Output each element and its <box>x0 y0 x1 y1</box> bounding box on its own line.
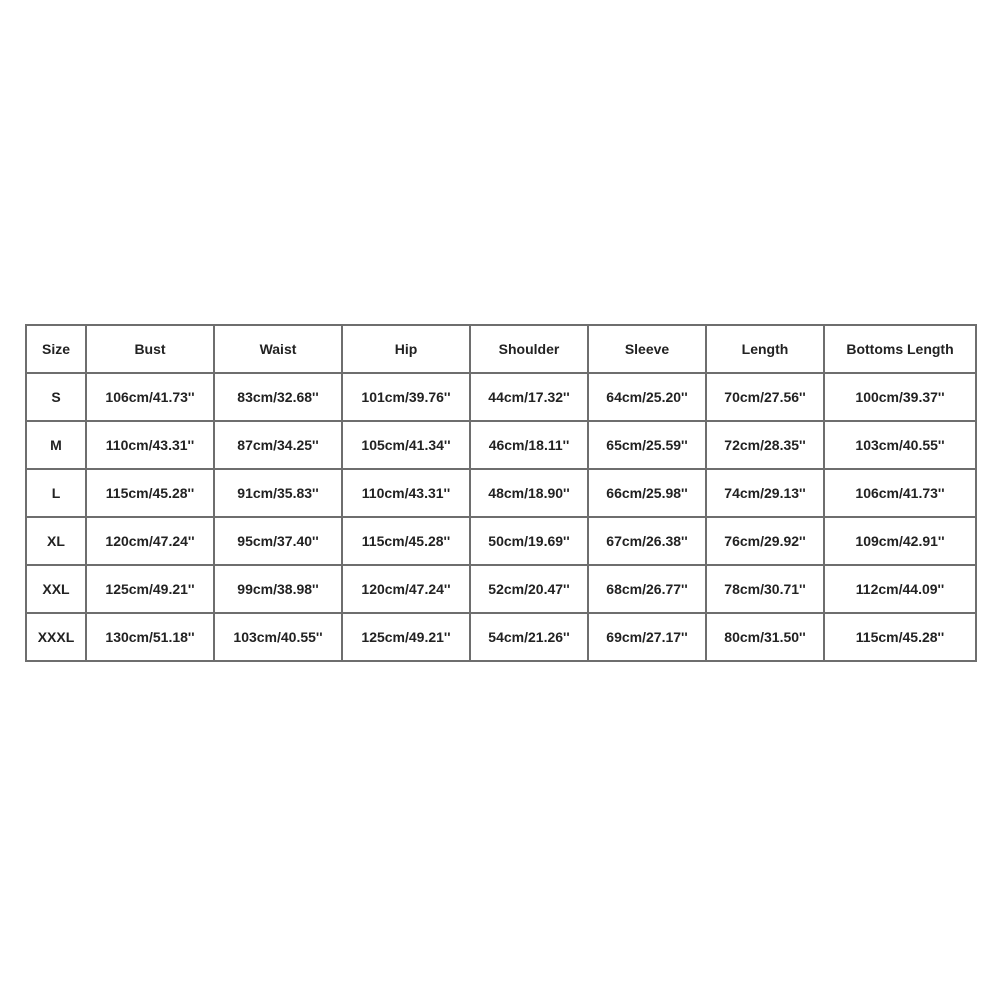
sleeve-cell: 65cm/25.59'' <box>588 421 706 469</box>
length-cell: 72cm/28.35'' <box>706 421 824 469</box>
table-row <box>26 613 976 661</box>
sleeve-cell: 66cm/25.98'' <box>588 469 706 517</box>
hip-cell: 125cm/49.21'' <box>342 613 470 661</box>
hip-cell: 120cm/47.24'' <box>342 565 470 613</box>
header-shoulder: Shoulder <box>470 325 588 373</box>
header-hip: Hip <box>342 325 470 373</box>
bottoms-length-cell: 106cm/41.73'' <box>824 469 976 517</box>
bust-cell: 130cm/51.18'' <box>86 613 214 661</box>
length-cell: 76cm/29.92'' <box>706 517 824 565</box>
bottoms-length-cell: 109cm/42.91'' <box>824 517 976 565</box>
table-row <box>26 421 976 469</box>
table-row <box>26 565 976 613</box>
length-cell: 78cm/30.71'' <box>706 565 824 613</box>
bust-cell: 120cm/47.24'' <box>86 517 214 565</box>
header-bottoms-length: Bottoms Length <box>824 325 976 373</box>
header-row <box>26 325 976 373</box>
bottoms-length-cell: 115cm/45.28'' <box>824 613 976 661</box>
size-cell: S <box>26 373 86 421</box>
bottoms-length-cell: 112cm/44.09'' <box>824 565 976 613</box>
waist-cell: 95cm/37.40'' <box>214 517 342 565</box>
header-sleeve: Sleeve <box>588 325 706 373</box>
bust-cell: 125cm/49.21'' <box>86 565 214 613</box>
length-cell: 80cm/31.50'' <box>706 613 824 661</box>
sleeve-cell: 68cm/26.77'' <box>588 565 706 613</box>
size-cell: M <box>26 421 86 469</box>
bust-cell: 115cm/45.28'' <box>86 469 214 517</box>
header-size: Size <box>26 325 86 373</box>
table-row <box>26 373 976 421</box>
waist-cell: 99cm/38.98'' <box>214 565 342 613</box>
shoulder-cell: 50cm/19.69'' <box>470 517 588 565</box>
hip-cell: 115cm/45.28'' <box>342 517 470 565</box>
size-chart-table <box>25 324 977 662</box>
hip-cell: 105cm/41.34'' <box>342 421 470 469</box>
sleeve-cell: 67cm/26.38'' <box>588 517 706 565</box>
size-cell: XXL <box>26 565 86 613</box>
table-row <box>26 517 976 565</box>
shoulder-cell: 52cm/20.47'' <box>470 565 588 613</box>
hip-cell: 101cm/39.76'' <box>342 373 470 421</box>
size-cell: XXXL <box>26 613 86 661</box>
size-cell: L <box>26 469 86 517</box>
bust-cell: 110cm/43.31'' <box>86 421 214 469</box>
length-cell: 74cm/29.13'' <box>706 469 824 517</box>
shoulder-cell: 48cm/18.90'' <box>470 469 588 517</box>
waist-cell: 91cm/35.83'' <box>214 469 342 517</box>
bottoms-length-cell: 100cm/39.37'' <box>824 373 976 421</box>
header-bust: Bust <box>86 325 214 373</box>
hip-cell: 110cm/43.31'' <box>342 469 470 517</box>
sleeve-cell: 64cm/25.20'' <box>588 373 706 421</box>
bust-cell: 106cm/41.73'' <box>86 373 214 421</box>
header-length: Length <box>706 325 824 373</box>
waist-cell: 83cm/32.68'' <box>214 373 342 421</box>
shoulder-cell: 44cm/17.32'' <box>470 373 588 421</box>
size-cell: XL <box>26 517 86 565</box>
table-row <box>26 469 976 517</box>
waist-cell: 103cm/40.55'' <box>214 613 342 661</box>
length-cell: 70cm/27.56'' <box>706 373 824 421</box>
shoulder-cell: 46cm/18.11'' <box>470 421 588 469</box>
bottoms-length-cell: 103cm/40.55'' <box>824 421 976 469</box>
waist-cell: 87cm/34.25'' <box>214 421 342 469</box>
header-waist: Waist <box>214 325 342 373</box>
sleeve-cell: 69cm/27.17'' <box>588 613 706 661</box>
shoulder-cell: 54cm/21.26'' <box>470 613 588 661</box>
